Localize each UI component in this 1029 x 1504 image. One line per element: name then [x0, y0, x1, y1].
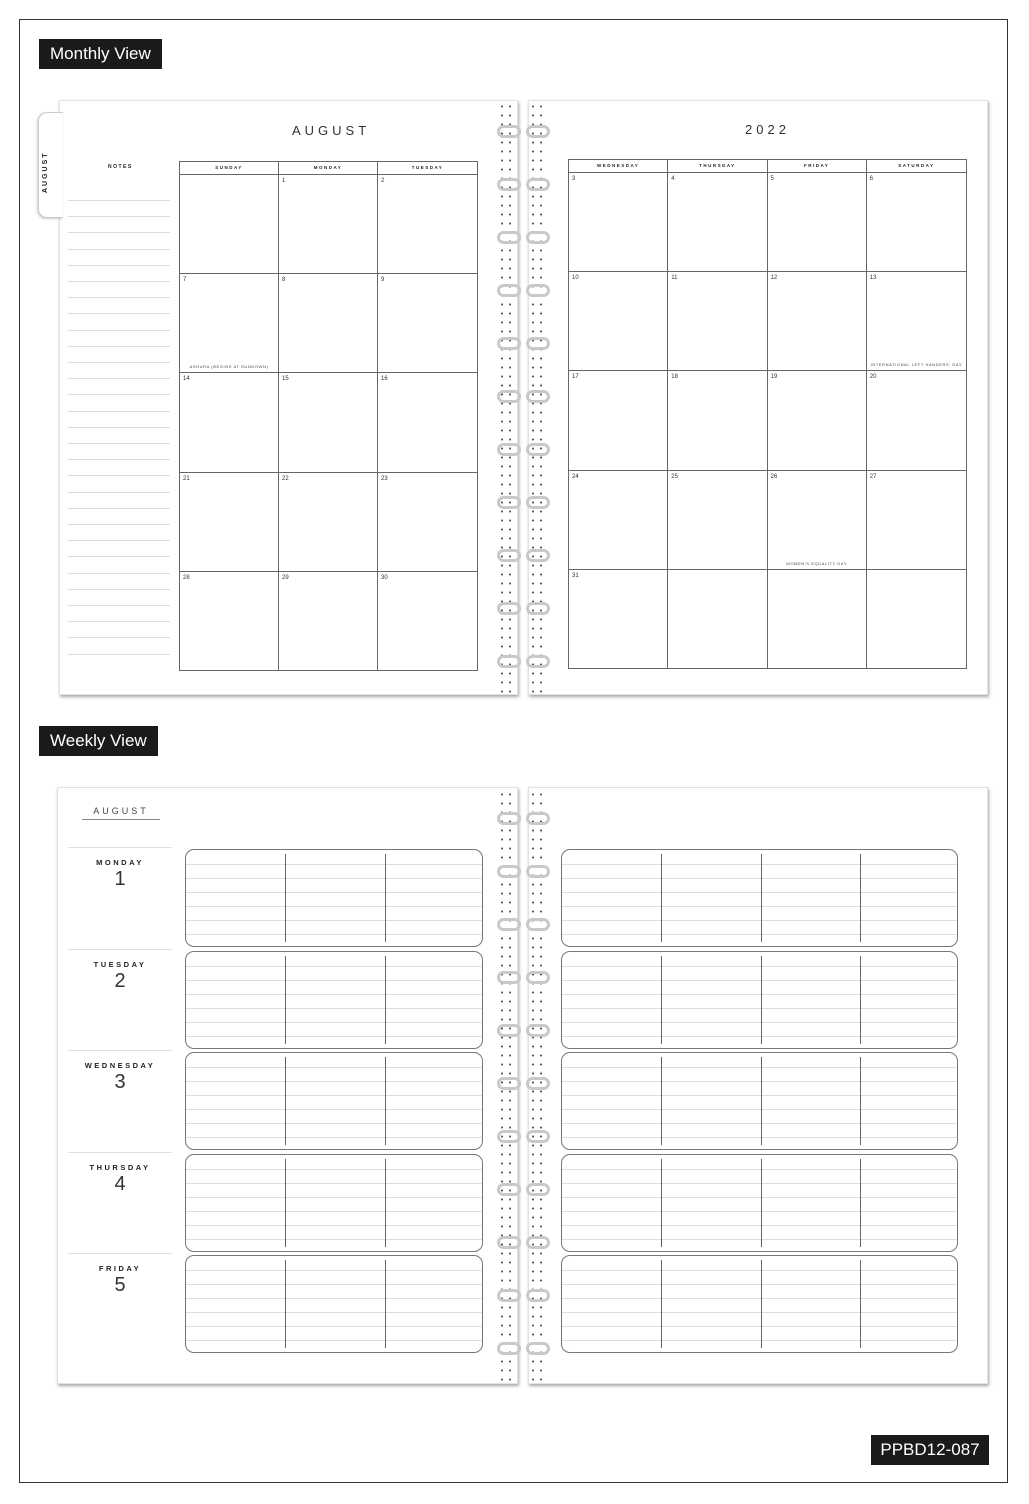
day-cell[interactable]	[569, 370, 668, 469]
writing-line	[186, 934, 482, 935]
writing-line	[562, 1326, 957, 1327]
disc-ring	[526, 125, 550, 138]
writing-line	[186, 1008, 482, 1009]
column-divider	[860, 1159, 861, 1247]
writing-line	[562, 1211, 957, 1212]
writing-line	[186, 878, 482, 879]
writing-line	[562, 1169, 957, 1170]
notes-line	[68, 265, 170, 266]
column-divider	[385, 854, 386, 942]
writing-line	[562, 994, 957, 995]
weekday-block	[68, 847, 172, 948]
day-number: 17	[572, 374, 579, 381]
disc-ring	[497, 125, 521, 138]
disc-ring	[526, 971, 550, 984]
day-number: 23	[381, 475, 388, 482]
notes-line	[68, 249, 170, 250]
disc-ring	[497, 549, 521, 562]
weekday-header: WEDNESDAY	[569, 160, 668, 172]
disc-ring	[497, 178, 521, 191]
writing-line	[186, 1169, 482, 1170]
weekday-header: SUNDAY	[180, 162, 279, 174]
day-number: 2	[381, 178, 385, 184]
notes-line	[68, 540, 170, 541]
weekday-header: MONDAY	[279, 162, 378, 174]
disc-ring	[526, 1289, 550, 1302]
weekly-left-box[interactable]	[185, 849, 483, 947]
weekday-name: TUESDAY	[93, 960, 147, 969]
writing-line	[186, 994, 482, 995]
day-cell[interactable]	[867, 172, 966, 271]
column-divider	[860, 1057, 861, 1145]
day-cell[interactable]	[279, 571, 378, 670]
weekday-header: TUESDAY	[411, 165, 444, 170]
day-cell[interactable]	[768, 470, 867, 569]
disc-ring	[526, 231, 550, 244]
day-cell[interactable]	[768, 172, 867, 271]
day-cell[interactable]	[768, 370, 867, 469]
writing-line	[186, 1270, 482, 1271]
day-number: 13	[869, 275, 877, 282]
writing-line	[562, 1239, 957, 1240]
disc-ring	[526, 1342, 550, 1355]
weekly-month-label: AUGUST	[82, 806, 160, 820]
writing-line	[562, 1109, 957, 1110]
notes-line	[68, 346, 170, 347]
column-divider	[285, 1159, 286, 1247]
day-cell[interactable]	[668, 271, 767, 370]
disc-ring	[497, 865, 521, 878]
writing-line	[562, 878, 957, 879]
disc-ring	[497, 602, 521, 615]
day-cell[interactable]	[668, 370, 767, 469]
writing-line	[562, 934, 957, 935]
weekday-block	[68, 1152, 172, 1253]
day-number: 6	[869, 176, 874, 182]
weekly-view-label: Weekly View	[39, 726, 158, 756]
day-number: 4	[671, 176, 675, 182]
notes-line	[68, 411, 170, 412]
day-cell[interactable]	[867, 470, 966, 569]
column-divider	[285, 1260, 286, 1348]
weekly-left-box[interactable]	[185, 1154, 483, 1252]
disc-ring	[497, 231, 521, 244]
weekday-header: THURSDAY	[668, 160, 767, 172]
writing-line	[186, 906, 482, 907]
day-number: 28	[183, 574, 190, 581]
notes-line	[68, 605, 170, 606]
column-divider	[761, 1260, 762, 1348]
column-divider	[860, 854, 861, 942]
disc-ring	[497, 1342, 521, 1355]
notes-line	[68, 216, 170, 217]
day-number: 12	[770, 275, 778, 282]
year-title: 2022	[745, 122, 790, 137]
holiday-ashura: ASHURA (BEGINS AT SUNDOWN)	[189, 364, 269, 370]
day-cell[interactable]	[378, 571, 477, 670]
writing-line	[186, 1225, 482, 1226]
writing-line	[562, 1081, 957, 1082]
day-cell[interactable]	[180, 571, 279, 670]
day-number: 1	[282, 178, 286, 184]
writing-line	[186, 1109, 482, 1110]
notes-line	[68, 313, 170, 314]
column-divider	[761, 1159, 762, 1247]
writing-line	[186, 920, 482, 921]
day-cell[interactable]	[378, 174, 477, 273]
writing-line	[562, 906, 957, 907]
column-divider	[385, 1260, 386, 1348]
column-divider	[661, 854, 662, 942]
weekday-number: 3	[114, 1071, 126, 1093]
calendar-left	[179, 161, 478, 671]
day-number: 21	[183, 475, 190, 482]
disc-ring	[497, 496, 521, 509]
writing-line	[186, 1326, 482, 1327]
day-number: 8	[282, 277, 286, 284]
disc-ring	[497, 337, 521, 350]
writing-line	[186, 1211, 482, 1212]
day-cell[interactable]	[378, 372, 477, 471]
disc-ring	[497, 390, 521, 403]
weekly-right-box[interactable]	[561, 1154, 958, 1252]
product-code: PPBD12-087	[871, 1435, 989, 1465]
writing-line	[186, 966, 482, 967]
writing-line	[562, 1036, 957, 1037]
disc-ring	[497, 284, 521, 297]
day-cell[interactable]	[768, 569, 867, 668]
writing-line	[562, 1067, 957, 1068]
notes-line	[68, 232, 170, 233]
day-cell[interactable]	[279, 174, 378, 273]
day-cell[interactable]	[180, 472, 279, 571]
day-cell[interactable]	[867, 569, 966, 668]
day-cell[interactable]	[768, 271, 867, 370]
column-divider	[761, 956, 762, 1044]
weekly-right-box[interactable]	[561, 951, 958, 1049]
disc-ring	[526, 443, 550, 456]
day-cell[interactable]	[569, 569, 668, 668]
disc-ring	[497, 1130, 521, 1143]
day-cell[interactable]	[279, 273, 378, 372]
writing-line	[562, 1183, 957, 1184]
writing-line	[562, 920, 957, 921]
weekday-number: 2	[114, 970, 126, 992]
writing-line	[562, 1197, 957, 1198]
writing-line	[562, 966, 957, 967]
column-divider	[285, 854, 286, 942]
weekday-name: FRIDAY	[98, 1264, 142, 1273]
writing-line	[186, 1340, 482, 1341]
notes-line	[68, 378, 170, 379]
weekday-header: FRIDAY	[768, 160, 867, 172]
writing-line	[186, 864, 482, 865]
notes-line	[68, 573, 170, 574]
day-number: 9	[381, 277, 385, 284]
disc-ring	[526, 390, 550, 403]
writing-line	[186, 980, 482, 981]
writing-line	[186, 1183, 482, 1184]
writing-line	[562, 1008, 957, 1009]
column-divider	[661, 956, 662, 1044]
day-cell[interactable]	[668, 172, 767, 271]
holiday-equality: WOMEN'S EQUALITY DAY	[786, 560, 848, 566]
notes-line	[68, 637, 170, 638]
day-cell[interactable]	[668, 569, 767, 668]
holiday-lefthanders: INTERNATIONAL LEFT HANDERS' DAY	[870, 362, 963, 368]
day-number: 16	[381, 376, 388, 383]
notes-label: NOTES	[108, 164, 133, 170]
notes-line	[68, 556, 170, 557]
notes-line	[68, 394, 170, 395]
writing-line	[186, 1298, 482, 1299]
writing-line	[562, 1225, 957, 1226]
disc-ring	[526, 812, 550, 825]
notes-line	[68, 330, 170, 331]
disc-ring	[526, 1024, 550, 1037]
writing-line	[562, 980, 957, 981]
notes-line	[68, 621, 170, 622]
weekly-left-box[interactable]	[185, 1255, 483, 1353]
writing-line	[562, 1312, 957, 1313]
disc-ring	[526, 178, 550, 191]
day-number: 25	[671, 473, 678, 480]
disc-ring	[497, 971, 521, 984]
monthly-view-label: Monthly View	[39, 39, 162, 69]
day-cell[interactable]	[180, 372, 279, 471]
column-divider	[860, 956, 861, 1044]
column-divider	[385, 1057, 386, 1145]
weekday-block	[68, 1050, 172, 1151]
writing-line	[186, 1036, 482, 1037]
day-number: 27	[869, 473, 877, 480]
column-divider	[385, 1159, 386, 1247]
day-cell[interactable]	[569, 470, 668, 569]
notes-line	[68, 200, 170, 201]
column-divider	[285, 1057, 286, 1145]
notes-line	[68, 297, 170, 298]
day-number: 5	[770, 176, 774, 182]
day-number: 30	[381, 574, 388, 581]
weekday-block	[68, 949, 172, 1050]
writing-line	[186, 1239, 482, 1240]
writing-line	[562, 864, 957, 865]
column-divider	[761, 854, 762, 942]
weekly-right-box[interactable]	[561, 1255, 958, 1353]
writing-line	[186, 1095, 482, 1096]
column-divider	[385, 956, 386, 1044]
writing-line	[562, 1123, 957, 1124]
day-cell[interactable]	[867, 271, 966, 370]
disc-ring	[497, 1236, 521, 1249]
writing-line	[562, 1340, 957, 1341]
day-number: 22	[282, 475, 289, 482]
day-cell[interactable]	[378, 472, 477, 571]
writing-line	[562, 1270, 957, 1271]
day-cell[interactable]	[279, 372, 378, 471]
disc-ring	[526, 602, 550, 615]
disc-ring	[497, 812, 521, 825]
writing-line	[186, 1197, 482, 1198]
disc-ring	[526, 655, 550, 668]
disc-ring	[526, 284, 550, 297]
day-number: 31	[572, 572, 579, 579]
disc-ring	[526, 1183, 550, 1196]
notes-line	[68, 281, 170, 282]
notes-line	[68, 589, 170, 590]
writing-line	[186, 1284, 482, 1285]
disc-ring	[526, 549, 550, 562]
writing-line	[186, 1022, 482, 1023]
disc-ring	[497, 1183, 521, 1196]
writing-line	[186, 1137, 482, 1138]
day-cell[interactable]	[180, 273, 279, 372]
day-number: 18	[671, 374, 678, 381]
notes-line	[68, 654, 170, 655]
writing-line	[562, 1022, 957, 1023]
writing-line	[562, 1137, 957, 1138]
disc-ring	[526, 337, 550, 350]
column-divider	[661, 1159, 662, 1247]
notes-line	[68, 443, 170, 444]
disc-ring	[526, 1130, 550, 1143]
writing-line	[562, 1284, 957, 1285]
weekday-name: MONDAY	[96, 858, 144, 867]
notes-line	[68, 492, 170, 493]
writing-line	[562, 892, 957, 893]
disc-ring	[497, 1077, 521, 1090]
writing-line	[186, 892, 482, 893]
writing-line	[186, 1081, 482, 1082]
day-number: 24	[572, 473, 579, 480]
weekday-name: THURSDAY	[89, 1163, 151, 1172]
notes-line	[68, 362, 170, 363]
day-cell[interactable]	[279, 472, 378, 571]
day-number: 15	[282, 376, 289, 383]
disc-ring	[497, 1289, 521, 1302]
month-title: AUGUST	[292, 123, 371, 138]
weekly-left-box[interactable]	[185, 951, 483, 1049]
notes-line	[68, 475, 170, 476]
disc-ring	[526, 865, 550, 878]
month-tab-label: AUGUST	[42, 151, 49, 193]
weekday-number: 5	[114, 1274, 126, 1296]
day-number: 20	[869, 374, 877, 381]
column-divider	[285, 956, 286, 1044]
disc-ring	[497, 1024, 521, 1037]
weekday-header: SATURDAY	[898, 163, 935, 168]
month-tab[interactable]	[38, 112, 63, 218]
calendar-right	[568, 159, 967, 669]
column-divider	[761, 1057, 762, 1145]
day-number: 11	[671, 275, 678, 282]
disc-ring	[526, 1236, 550, 1249]
weekday-number: 4	[114, 1173, 126, 1195]
column-divider	[661, 1057, 662, 1145]
day-number: 19	[770, 374, 778, 381]
disc-ring	[497, 443, 521, 456]
weekly-left-box[interactable]	[185, 1052, 483, 1150]
day-number: 26	[770, 473, 778, 480]
disc-ring	[497, 655, 521, 668]
disc-ring	[526, 918, 550, 931]
day-cell[interactable]	[180, 174, 279, 273]
weekday-number: 1	[114, 868, 126, 890]
day-cell[interactable]	[378, 273, 477, 372]
writing-line	[186, 1123, 482, 1124]
day-number: 3	[572, 176, 576, 182]
column-divider	[860, 1260, 861, 1348]
disc-ring	[497, 918, 521, 931]
day-cell[interactable]	[569, 172, 668, 271]
day-number: 10	[572, 275, 579, 282]
day-number: 14	[183, 376, 190, 383]
notes-line	[68, 427, 170, 428]
weekly-right-box[interactable]	[561, 849, 958, 947]
disc-ring	[526, 496, 550, 509]
weekly-right-box[interactable]	[561, 1052, 958, 1150]
column-divider	[661, 1260, 662, 1348]
day-cell[interactable]	[569, 271, 668, 370]
weekday-name: WEDNESDAY	[84, 1061, 156, 1070]
notes-line	[68, 524, 170, 525]
writing-line	[186, 1312, 482, 1313]
day-cell[interactable]	[867, 370, 966, 469]
day-number: 29	[282, 574, 289, 581]
writing-line	[562, 1298, 957, 1299]
day-number: 7	[183, 277, 187, 284]
writing-line	[186, 1067, 482, 1068]
notes-line	[68, 459, 170, 460]
weekday-block	[68, 1253, 172, 1354]
notes-line	[68, 508, 170, 509]
disc-ring	[526, 1077, 550, 1090]
writing-line	[562, 1095, 957, 1096]
day-cell[interactable]	[668, 470, 767, 569]
